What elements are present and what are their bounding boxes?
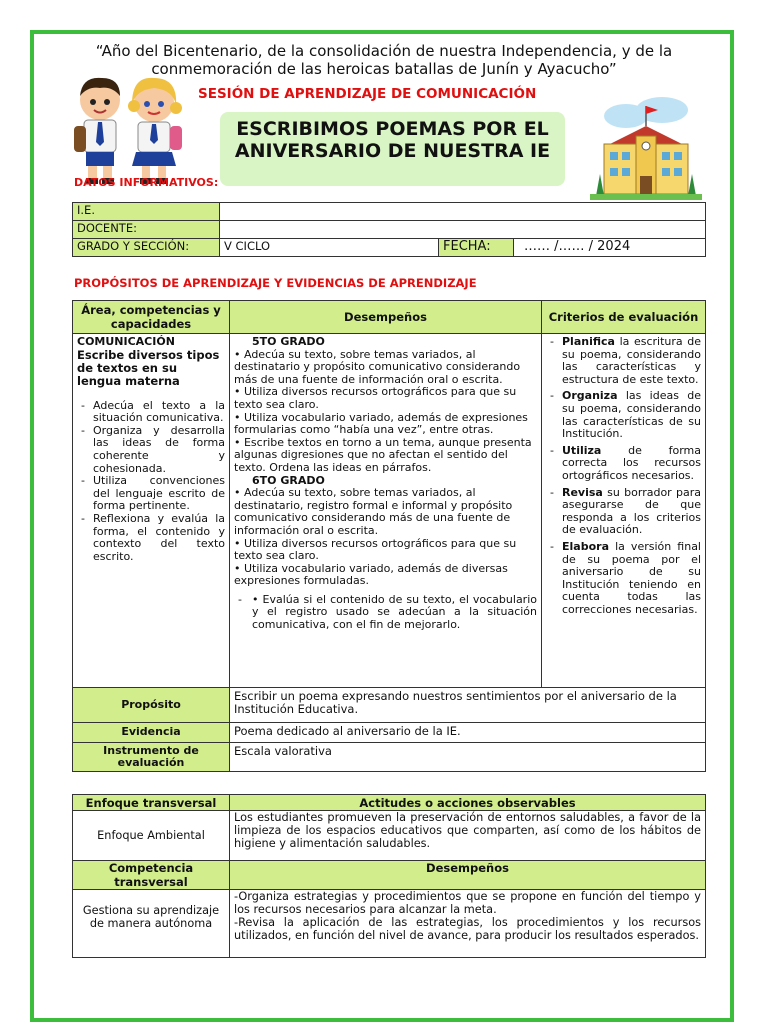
fecha-label: FECHA: xyxy=(439,239,514,257)
grado-value: V CICLO xyxy=(220,239,439,257)
area-name: COMUNICACIÓN xyxy=(77,335,175,348)
session-title: SESIÓN DE APRENDIZAJE DE COMUNICACIÓN xyxy=(198,86,537,102)
proposito-value: Escribir un poema expresando nuestros sentimientos por el aniversario de la Institución Educativa. xyxy=(230,688,706,723)
evidencia-label: Evidencia xyxy=(73,723,230,743)
desempeno-6-item: • Utiliza diversos recursos ortográficos para que su texto sea claro. xyxy=(234,536,517,563)
desempeno-5-item: • Escribe textos en torno a un tema, aunque presenta algunas digresiones que no afectan el sentido del texto. Ordena las ideas en párrafos. xyxy=(234,435,532,474)
transversal-table xyxy=(72,794,706,958)
enfoque-name: Enfoque Ambiental xyxy=(73,811,230,861)
grade6-label: 6TO GRADO xyxy=(252,473,325,487)
capacidad-item: - Adecúa el texto a la situación comunicativa. xyxy=(81,398,225,425)
desempenos-cell xyxy=(230,334,542,688)
criterios-cell xyxy=(542,334,706,688)
enfoque-text: Los estudiantes promueven la preservación de entornos saludables, a favor de la limpieza de los espacios educativos que comparten, así como de los hábitos de higiene y alimentación saludables. xyxy=(230,811,706,861)
competencia-desempeno-item: -Revisa la aplicación de las estrategias, los procedimientos y los recursos utilizados, en función del nivel de avance, para producir los resultados esperados. xyxy=(234,916,701,942)
desempeno-6-item: • Utiliza vocabulario variado, además de diversas expresiones formuladas. xyxy=(234,561,508,588)
desempeno-5-item: • Utiliza vocabulario variado, además de expresiones formularias como “había una vez”, entre otras. xyxy=(234,410,528,437)
docente-value xyxy=(220,221,706,239)
competencia-name: Gestiona su aprendizaje de manera autónoma xyxy=(73,890,230,958)
purposes-table xyxy=(72,300,706,772)
proposito-label: Propósito xyxy=(73,688,230,723)
docente-label: DOCENTE: xyxy=(73,221,220,239)
school-building-illustration xyxy=(590,92,702,204)
capacidad-item: - Reflexiona y evalúa la forma, el contenido y contexto del texto escrito. xyxy=(81,511,225,563)
desempeno-6-item: • Adecúa su texto, sobre temas variados, al destinatario, registro formal e informal y propósito comunicativo considerando más de una fuente de información oral o escrita. xyxy=(234,486,513,537)
grado-label: GRADO Y SECCIÓN: xyxy=(73,239,220,257)
criterio-item: - Revisa su borrador para asegurarse de que responda a los criterios de evaluación. xyxy=(550,485,701,537)
competencia-name: Escribe diversos tipos de textos en su lengua materna xyxy=(77,347,220,388)
kids-illustration xyxy=(62,70,192,188)
criterio-item: - Utiliza de forma correcta los recursos ortográficos necesarios. xyxy=(550,443,701,482)
header-criterios: Criterios de evaluación xyxy=(542,301,706,334)
fecha-value: …… /…… / 2024 xyxy=(514,239,706,257)
desempeno-5-item: • Utiliza diversos recursos ortográficos para que su texto sea claro. xyxy=(234,385,517,411)
actitudes-header: Actitudes o acciones observables xyxy=(230,795,706,811)
competencia-header: Competencia transversal xyxy=(73,861,230,890)
enfoque-header: Enfoque transversal xyxy=(73,795,230,811)
desempenos-header: Desempeños xyxy=(230,861,706,890)
main-title: ESCRIBIMOS POEMAS POR EL ANIVERSARIO DE NUESTRA IE xyxy=(234,118,551,162)
competencia-desempenos xyxy=(230,890,706,958)
ie-label: I.E. xyxy=(73,203,220,221)
criterio-item: - Organiza las ideas de su poema, considerando las características de su Institución. xyxy=(550,389,701,441)
motto: “Año del Bicentenario, de la consolidación de nuestra Independencia, y de la conmemoración de las heroicas batallas de Junín y Ayacucho” xyxy=(95,42,673,78)
datos-informativos-label: DATOS INFORMATIVOS: xyxy=(74,176,219,189)
desempeno-6-item: - • Evalúa si el contenido de su texto, el vocabulario y el registro usado se adecúan a la situación comunicativa, con el fin de mejorarlo. xyxy=(238,592,537,632)
grade5-label: 5TO GRADO xyxy=(252,335,325,348)
evidencia-value: Poema dedicado al aniversario de la IE. xyxy=(230,723,706,743)
competencia-desempeno-item: -Organiza estrategias y procedimientos que se propone en función del tiempo y los recursos necesarios para alcanzar la meta. xyxy=(234,890,701,916)
section-purposes-title: PROPÓSITOS DE APRENDIZAJE Y EVIDENCIAS DE APRENDIZAJE xyxy=(74,276,477,290)
main-title-box xyxy=(220,112,565,186)
criterio-item: - Elabora la versión final de su poema por el aniversario de su Institución teniendo en cuenta todas las correcciones necesarias. xyxy=(550,539,701,616)
desempeno-5-item: • Adecúa su texto, sobre temas variados, al destinatario y propósito comunicativo considerando más de una fuente de información oral o escrita. xyxy=(234,347,521,386)
instrumento-value: Escala valorativa xyxy=(230,743,706,772)
header-desempenos: Desempeños xyxy=(230,301,542,334)
ie-value xyxy=(220,203,706,221)
header-area: Área, competencias y capacidades xyxy=(73,301,230,334)
area-cell xyxy=(73,334,230,688)
capacidad-item: - Utiliza convenciones del lenguaje escrito de forma pertinente. xyxy=(81,474,225,513)
criterio-item: - Planifica la escritura de su poema, considerando las características y estructura de este texto. xyxy=(550,335,701,386)
capacidad-item: - Organiza y desarrolla las ideas de forma coherente y cohesionada. xyxy=(81,423,225,475)
instrumento-label: Instrumento de evaluación xyxy=(73,743,230,772)
info-table xyxy=(72,202,706,257)
